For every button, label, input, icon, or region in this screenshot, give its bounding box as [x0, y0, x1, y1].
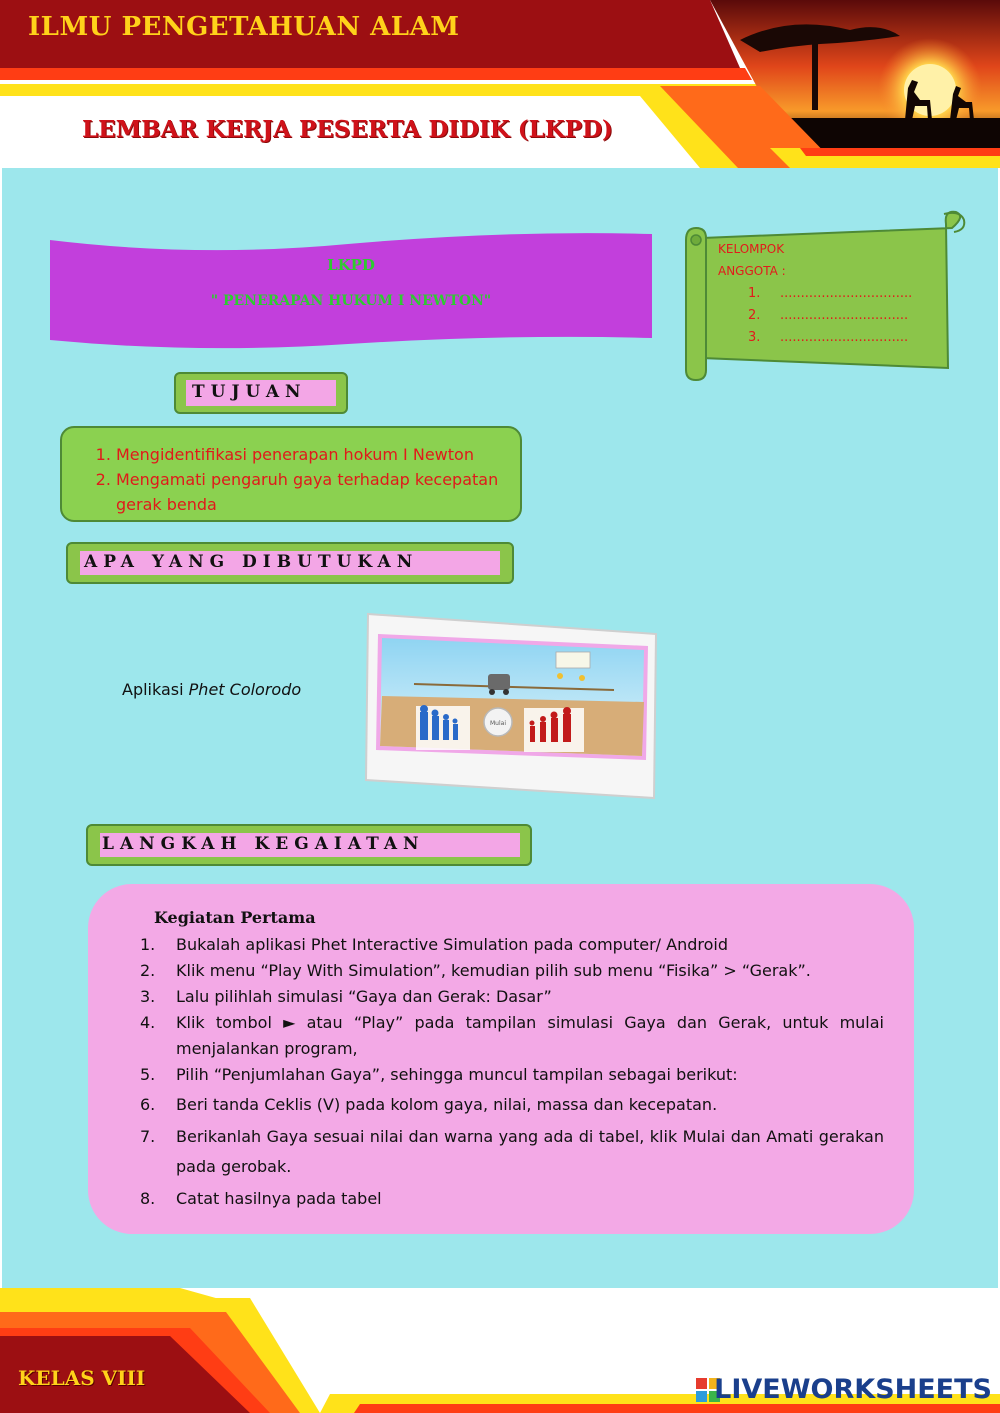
step-number: 2. [140, 961, 156, 980]
step-number: 4. [140, 1013, 156, 1032]
list-item [140, 932, 884, 958]
page-footer [0, 1288, 1000, 1413]
step-number: 3. [140, 987, 156, 1006]
step-text: Berikanlah Gaya sesuai nilai dan warna yang ada di tabel, klik Mulai dan Amati gerakan pada gerobak. [176, 1127, 884, 1176]
needs-heading-text: APA YANG DIBUTUKAN [84, 552, 419, 572]
brand-wordmark: LIVEWORKSHEETS [714, 1374, 992, 1405]
member-3-blank[interactable]: ............................... [780, 330, 909, 345]
list-item [140, 1122, 884, 1182]
activity-steps [140, 932, 884, 1212]
objective-item: 2. Mengamati pengaruh gaya terhadap kecepatan gerak benda [116, 467, 514, 517]
step-text: Beri tanda Ceklis (V) pada kolom gaya, nilai, massa dan kecepatan. [176, 1095, 718, 1114]
list-item [140, 1186, 884, 1212]
step-text: Bukalah aplikasi Phet Interactive Simulation pada computer/ Android [176, 935, 728, 954]
member-1-number: 1. [748, 286, 761, 301]
list-item [140, 1010, 884, 1062]
objective-item: 1. Mengidentifikasi penerapan hokum I Newton [116, 442, 514, 467]
member-1-blank[interactable]: ................................ [780, 286, 913, 301]
anggota-label: ANGGOTA : [718, 264, 786, 278]
class-label: KELAS VIII [18, 1366, 146, 1390]
member-2-number: 2. [748, 308, 761, 323]
banner-title: LKPD [327, 256, 375, 274]
steps-heading [86, 824, 532, 866]
needs-heading [66, 542, 514, 584]
app-label-prefix: Aplikasi [122, 680, 189, 699]
step-number: 7. [140, 1127, 156, 1146]
step-text: Klik tombol ► atau “Play” pada tampilan simulasi Gaya dan Gerak, untuk mulai menjalankan program, [176, 1013, 884, 1058]
kelompok-label: KELOMPOK [718, 242, 785, 256]
step-number: 1. [140, 935, 156, 954]
list-item [140, 1062, 884, 1088]
step-text: Catat hasilnya pada tabel [176, 1189, 382, 1208]
worksheet-body [2, 168, 998, 1288]
worksheet-title: LEMBAR KERJA PESERTA DIDIK (LKPD) [82, 116, 613, 143]
list-item [140, 1092, 884, 1118]
activity-title: Kegiatan Pertama [154, 908, 316, 927]
page-header [0, 0, 1000, 170]
title-banner [48, 230, 654, 350]
objectives-list [94, 442, 514, 517]
app-label [122, 680, 301, 699]
step-text: Lalu pilihlah simulasi “Gaya dan Gerak: Dasar” [176, 987, 552, 1006]
banner-subtitle: " PENERAPAN HUKUM I NEWTON" [210, 293, 492, 309]
sim-start-label: Mulai [490, 720, 506, 727]
step-number: 5. [140, 1065, 156, 1084]
member-3-number: 3. [748, 330, 761, 345]
app-name: Phet Colorodo [188, 680, 302, 699]
tujuan-heading [174, 372, 348, 414]
step-number: 8. [140, 1189, 156, 1208]
activity-box [88, 884, 914, 1234]
simulation-preview [364, 610, 658, 800]
header-title: ILMU PENGETAHUAN ALAM [28, 12, 460, 42]
list-item [140, 984, 884, 1010]
list-item [140, 958, 884, 984]
tujuan-heading-text: TUJUAN [192, 382, 307, 402]
step-text: Pilih “Penjumlahan Gaya”, sehingga muncul tampilan sebagai berikut: [176, 1065, 738, 1084]
steps-heading-text: LANGKAH KEGAIATAN [102, 834, 425, 854]
objectives-box [60, 426, 522, 522]
member-2-blank[interactable]: ............................... [780, 308, 909, 323]
step-number: 6. [140, 1095, 156, 1114]
step-text: Klik menu “Play With Simulation”, kemudian pilih sub menu “Fisika” > “Gerak”. [176, 961, 811, 980]
